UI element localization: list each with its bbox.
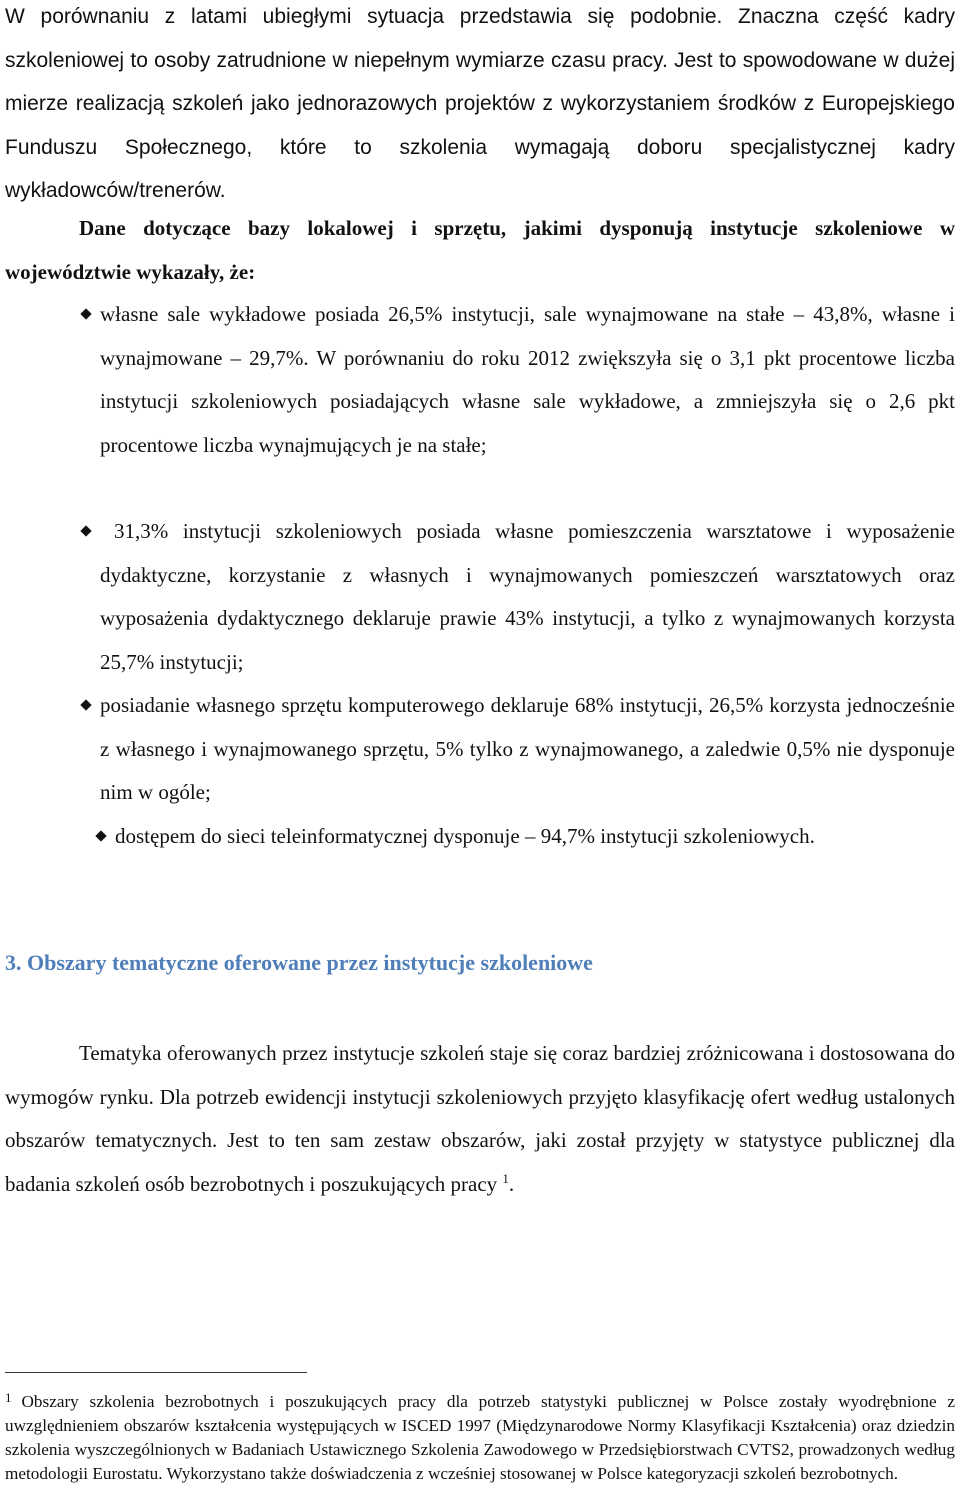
bullet-item-workshops: 31,3% instytucji szkoleniowych posiada własne pomieszczenia warsztatowe i wyposażenie dydaktyczne, korzystanie z własnych i wynajmowanych pomieszczeń warsztatowych oraz wyposażenia dydaktycznego deklaruje prawie 43% instytucji, a tylko z wynajmowanych korzysta 25,7% instytucji;	[100, 519, 955, 674]
paragraph-staff-part-b: Jest to spowodowane w dużej mierze realizacją szkoleń jako jednorazowych projektów z wykorzystaniem środków z Europejskiego Funduszu Społecznego, które to szkolenia wymagają doboru specjalistycznej kadry wykładowców/trenerów.	[5, 48, 955, 202]
paragraph-thematic-areas-part-a: Tematyka oferowanych przez instytucje szkoleń staje się coraz bardziej zróżnicowana i dostosowana do wymogów rynku.	[5, 1041, 955, 1109]
diamond-bullet-icon	[95, 830, 106, 841]
footnote-mark: 1	[5, 1390, 12, 1405]
paragraph-facilities-intro: Dane dotyczące bazy lokalowej i sprzętu, jakimi dysponują instytucje szkoleniowe w województwie wykazały, że:	[5, 216, 955, 284]
paragraph-thematic-areas-part-b: Dla potrzeb ewidencji instytucji szkoleniowych przyjęto klasyfikację ofert według ustalonych obszarów tematycznych. Jest to ten sam zestaw obszarów, jaki został przyjęty w statystyce publicznej dla badania szkoleń osób bezrobotnych i poszukujących pracy	[5, 1084, 955, 1196]
diamond-bullet-icon	[80, 699, 91, 710]
paragraph-thematic-areas	[5, 1032, 955, 1206]
footnote-reference[interactable]: 1	[502, 1170, 509, 1186]
bullet-item-lecture-rooms-text: własne sale wykładowe posiada 26,5% instytucji, sale wynajmowane na stałe – 43,8%, własne i wynajmowane – 29,7%.	[100, 302, 955, 370]
bullet-item-lecture-rooms	[100, 293, 955, 467]
bullet-item-network: dostępem do sieci teleinformatycznej dysponuje – 94,7% instytucji szkoleniowych.	[115, 824, 815, 848]
section-heading: 3. Obszary tematyczne oferowane przez instytucje szkoleniowe	[5, 950, 593, 975]
diamond-bullet-icon	[80, 525, 91, 536]
footnote	[5, 1386, 955, 1486]
paragraph-staff	[5, 0, 955, 213]
paragraph-end-punctuation: .	[508, 1171, 515, 1196]
footnote-text: Obszary szkolenia bezrobotnych i poszukujących pracy dla potrzeb statystyki publicznej w Polsce zostały wyodrębnione z uwzględnieniem obszarów kształcenia występujących w ISCED 1997 (Międzynarodowe Normy Klasyfikacji Kształcenia) oraz dziedzin szkolenia wyszczególnionych w Badaniach Ustawicznego Szkolenia Zawodowego w Przedsiębiorstwach CVTS2, prowadzonych według metodologii Eurostatu. Wykorzystano także doświadczenia z wcześniej stosowanej w Polsce kategoryzacji szkoleń bezrobotnych.	[5, 1392, 955, 1483]
bullet-item-lecture-rooms-comparison: W porównaniu do roku 2012 zwiększyła się o 3,1 pkt procentowe liczba instytucji szkoleniowych posiadających własne sale wykładowe, a zmniejszyła się o 2,6 pkt procentowe liczba wynajmujących je na stałe;	[100, 345, 955, 457]
bullet-item-computers: posiadanie własnego sprzętu komputerowego deklaruje 68% instytucji, 26,5% korzysta jednocześnie z własnego i wynajmowanego sprzętu, 5% tylko z wynajmowanego, a zaledwie 0,5% nie dysponuje nim w ogóle;	[100, 693, 955, 804]
diamond-bullet-icon	[80, 308, 91, 319]
paragraph-staff-part-a: W porównaniu z latami ubiegłymi sytuacja przedstawia się podobnie. Znaczna część kadry szkoleniowej to osoby zatrudnione w niepełnym wymiarze czasu pracy.	[5, 5, 955, 72]
footnote-divider	[5, 1372, 307, 1373]
